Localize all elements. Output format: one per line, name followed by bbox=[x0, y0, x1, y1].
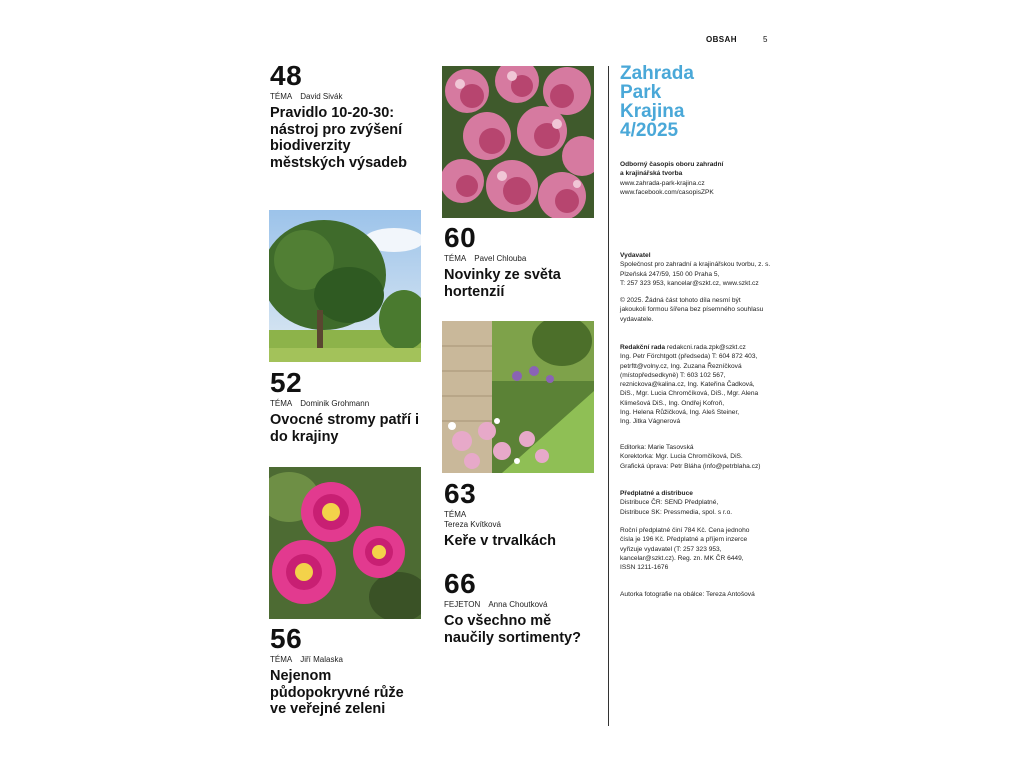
subtitle-line: Odborný časopis oboru zahradní bbox=[620, 161, 724, 168]
article-category: FEJETON bbox=[444, 600, 481, 609]
staff-line: Korektorka: Mgr. Lucia Chromčíková, DiS. bbox=[620, 453, 743, 461]
page-number: 5 bbox=[763, 35, 768, 44]
publisher-line: T: 257 323 953, kancelar@szkt.cz, www.szkt.cz bbox=[620, 279, 759, 287]
pricing-line: ISSN 1211-1676 bbox=[620, 564, 669, 572]
copyright-block bbox=[620, 296, 780, 324]
article-author: Dominik Grohmann bbox=[300, 399, 370, 408]
column-divider bbox=[608, 66, 609, 726]
editorial-board-line: DiS., Mgr. Lucia Chromčíková, DiS., Mgr. Alena bbox=[620, 390, 759, 398]
article-66[interactable] bbox=[444, 570, 596, 646]
copyright-line: vydavatele. bbox=[620, 315, 654, 323]
staff-block bbox=[620, 443, 780, 471]
staff-line: Editorka: Marie Tasovská bbox=[620, 444, 694, 451]
article-meta bbox=[270, 399, 422, 409]
article-48[interactable] bbox=[270, 62, 422, 171]
pricing-block bbox=[620, 526, 780, 572]
article-page-number: 66 bbox=[444, 568, 477, 599]
copyright-line: jakoukoli formou šířena bez písemného souhlasu bbox=[620, 306, 764, 314]
article-52[interactable] bbox=[270, 369, 422, 445]
article-60[interactable] bbox=[444, 224, 596, 300]
article-author: Tereza Kvítková bbox=[444, 520, 501, 529]
magazine-issue: 4/2025 bbox=[620, 120, 679, 141]
magazine-title-line: Park bbox=[620, 82, 662, 103]
editorial-board-line: Ing. Petr Förchtgott (předseda) T: 604 872 403, bbox=[620, 353, 758, 361]
photo-fruit-tree bbox=[269, 210, 421, 362]
article-author: Jiří Malaska bbox=[300, 655, 343, 664]
magazine-title-line: Krajina bbox=[620, 101, 685, 122]
pricing-line: vyřizuje vydavatel (T: 257 323 953, bbox=[620, 545, 722, 553]
magazine-title-line: Zahrada bbox=[620, 63, 694, 84]
article-category: TÉMA bbox=[444, 510, 467, 519]
article-category: TÉMA bbox=[270, 399, 293, 408]
pricing-line: kancelar@szkt.cz). Reg. zn. MK ČR 6449, bbox=[620, 554, 744, 562]
subscription-heading: Předplatné a distribuce bbox=[620, 490, 693, 497]
editorial-board-line: Klimešová DiS., Ing. Ondřej Kofroň, bbox=[620, 399, 725, 407]
editorial-board-block bbox=[620, 343, 780, 427]
pricing-line: čísla je 196 Kč. Předplatné a příjem inzerce bbox=[620, 536, 748, 544]
article-category: TÉMA bbox=[270, 92, 293, 101]
article-page-number: 60 bbox=[444, 222, 477, 253]
article-63[interactable] bbox=[444, 480, 596, 550]
magazine-description bbox=[620, 160, 780, 197]
article-title[interactable]: Keře v trvalkách bbox=[444, 533, 557, 549]
editorial-board-line: (místopředsedkyně) T: 603 102 567, bbox=[620, 371, 726, 379]
subtitle-line: a krajinářská tvorba bbox=[620, 170, 683, 178]
article-category: TÉMA bbox=[444, 254, 467, 263]
article-title[interactable]: Ovocné stromy patří i do krajiny bbox=[270, 412, 420, 445]
article-meta bbox=[270, 92, 422, 102]
subscription-block bbox=[620, 489, 780, 517]
copyright-line: © 2025. Žádná část tohoto díla nesmí být bbox=[620, 297, 741, 304]
publisher-heading: Vydavatel bbox=[620, 252, 651, 259]
article-meta bbox=[270, 655, 422, 665]
article-meta bbox=[444, 510, 596, 530]
magazine-title bbox=[620, 64, 770, 140]
article-meta bbox=[444, 600, 596, 610]
staff-line: Grafická úprava: Petr Bláha (info@petrblaha.cz) bbox=[620, 462, 761, 470]
subscription-line: Distribuce SK: Pressmedia, spol. s r.o. bbox=[620, 508, 733, 516]
article-page-number: 52 bbox=[270, 367, 303, 398]
photo-hydrangeas bbox=[442, 66, 594, 218]
article-title[interactable]: Pravidlo 10-20-30: nástroj pro zvýšení biodiverzity městských výsadeb bbox=[270, 105, 408, 171]
editorial-board-heading: Redakční rada bbox=[620, 344, 666, 351]
article-author: David Sivák bbox=[300, 92, 343, 101]
editorial-board-line: Ing. Helena Růžičková, Ing. Aleš Steiner, bbox=[620, 409, 740, 417]
article-page-number: 56 bbox=[270, 623, 303, 654]
photo-perennial-border bbox=[442, 321, 594, 473]
editorial-board-line: Ing. Jitka Vágnerová bbox=[620, 418, 681, 426]
article-meta bbox=[444, 254, 596, 264]
publisher-line: Společnost pro zahradní a krajinářskou tvorbu, z. s. bbox=[620, 261, 771, 269]
publisher-line: Plzeňská 247/59, 150 00 Praha 5, bbox=[620, 270, 720, 278]
website-link[interactable]: www.zahrada-park-krajina.cz bbox=[620, 179, 705, 187]
publisher-block bbox=[620, 251, 780, 288]
editorial-board-line: reznickova@kalina.cz, Ing. Kateřina Čadková, bbox=[620, 381, 755, 389]
article-56[interactable] bbox=[270, 625, 422, 718]
editorial-board-line: petrftt@volny.cz, Ing. Zuzana Řezníčková bbox=[620, 362, 742, 370]
article-category: TÉMA bbox=[270, 655, 293, 664]
article-page-number: 48 bbox=[270, 60, 303, 91]
editorial-board-email[interactable]: redakcni.rada.zpk@szkt.cz bbox=[666, 344, 746, 351]
article-author: Anna Choutková bbox=[488, 600, 548, 609]
photo-roses bbox=[269, 467, 421, 619]
article-title[interactable]: Novinky ze světa hortenzií bbox=[444, 267, 561, 300]
article-author: Pavel Chlouba bbox=[474, 254, 527, 263]
article-title[interactable]: Co všechno mě naučily sortimenty? bbox=[444, 613, 581, 646]
subscription-line: Distribuce ČR: SEND Předplatné, bbox=[620, 499, 719, 507]
article-page-number: 63 bbox=[444, 478, 477, 509]
cover-photo-credit: Autorka fotografie na obálce: Tereza Antošová bbox=[620, 591, 755, 598]
article-title[interactable]: Nejenom půdopokryvné růže ve veřejné zeleni bbox=[270, 668, 404, 717]
facebook-link[interactable]: www.facebook.com/casopisZPK bbox=[620, 188, 714, 196]
section-label: OBSAH bbox=[706, 35, 737, 44]
pricing-line: Roční předplatné činí 784 Kč. Cena jednoho bbox=[620, 527, 750, 534]
